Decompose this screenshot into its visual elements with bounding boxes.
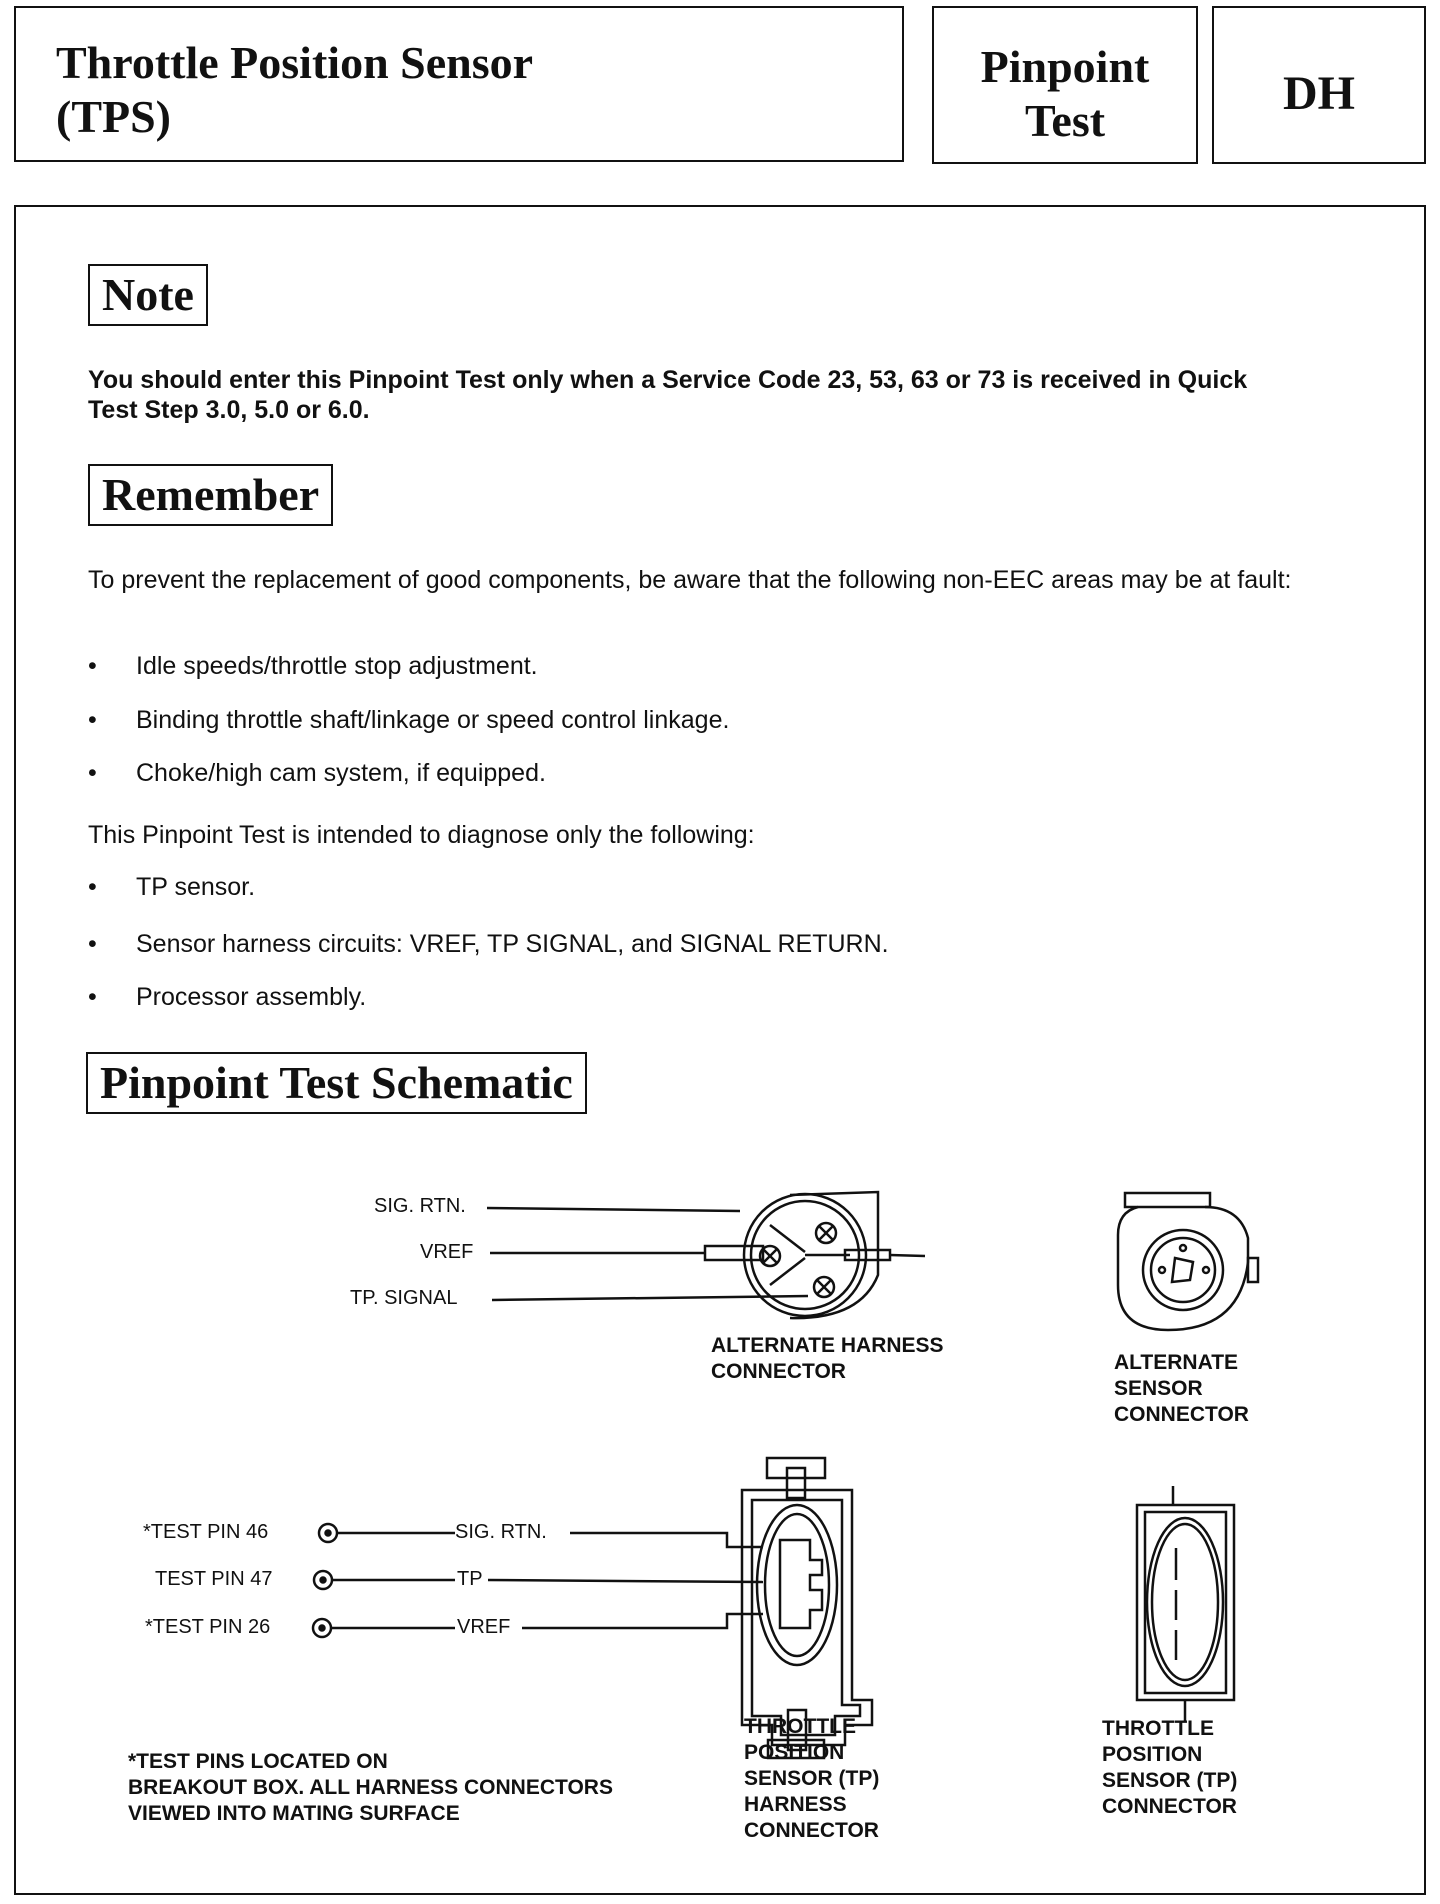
tps-connector-caption: THROTTLE POSITION SENSOR (TP) CONNECTOR	[1102, 1717, 1238, 1818]
remember-heading: Remember	[88, 464, 333, 526]
alternate-sensor-connector	[1118, 1193, 1258, 1330]
wire-label-tp: TP	[457, 1568, 483, 1590]
title-line-1: Throttle Position Sensor	[56, 37, 534, 88]
wire-vref-2	[522, 1614, 763, 1628]
label-tp-signal: TP. SIGNAL	[350, 1287, 458, 1309]
alternate-sensor-caption: ALTERNATE SENSOR CONNECTOR	[1114, 1351, 1249, 1426]
test-pin-46: *TEST PIN 46	[143, 1521, 269, 1543]
wire-label-vref: VREF	[457, 1616, 511, 1638]
label-vref: VREF	[420, 1241, 474, 1263]
label-sig-rtn: SIG. RTN.	[374, 1195, 466, 1217]
test-pin-26: *TEST PIN 26	[145, 1616, 271, 1638]
remember-intro: To prevent the replacement of good components, be aware that the following non-EEC areas may be at fault:	[88, 566, 1292, 594]
test-pin-47: TEST PIN 47	[155, 1568, 273, 1590]
wire-sig-rtn	[487, 1208, 740, 1211]
note-heading: Note	[88, 264, 208, 326]
test-code: DH	[1283, 67, 1355, 120]
diagnose-intro: This Pinpoint Test is intended to diagnose only the following:	[88, 821, 755, 849]
tps-connector	[1137, 1486, 1234, 1722]
test-type-line-1: Pinpoint	[980, 41, 1150, 92]
tps-harness-connector	[742, 1458, 872, 1758]
note-text: You should enter this Pinpoint Test only when a Service Code 23, 53, 63 or 73 is received in Quick Test Step 3.0, 5.0 or 6.0.	[88, 366, 1248, 424]
alternate-harness-caption: ALTERNATE HARNESS CONNECTOR	[711, 1334, 944, 1383]
schematic-heading: Pinpoint Test Schematic	[86, 1052, 587, 1114]
wire-label-sig-rtn: SIG. RTN.	[455, 1521, 547, 1543]
test-type-line-2: Test	[1024, 95, 1106, 146]
footnote: *TEST PINS LOCATED ON BREAKOUT BOX. ALL HARNESS CONNECTORS VIEWED INTO MATING SURFACE	[128, 1750, 613, 1825]
wire-tp	[488, 1580, 763, 1582]
wire-sig-rtn-2	[570, 1533, 763, 1547]
tps-harness-caption: THROTTLE POSITION SENSOR (TP) HARNESS CONNECTOR	[744, 1715, 880, 1842]
title-line-2: (TPS)	[56, 91, 171, 142]
